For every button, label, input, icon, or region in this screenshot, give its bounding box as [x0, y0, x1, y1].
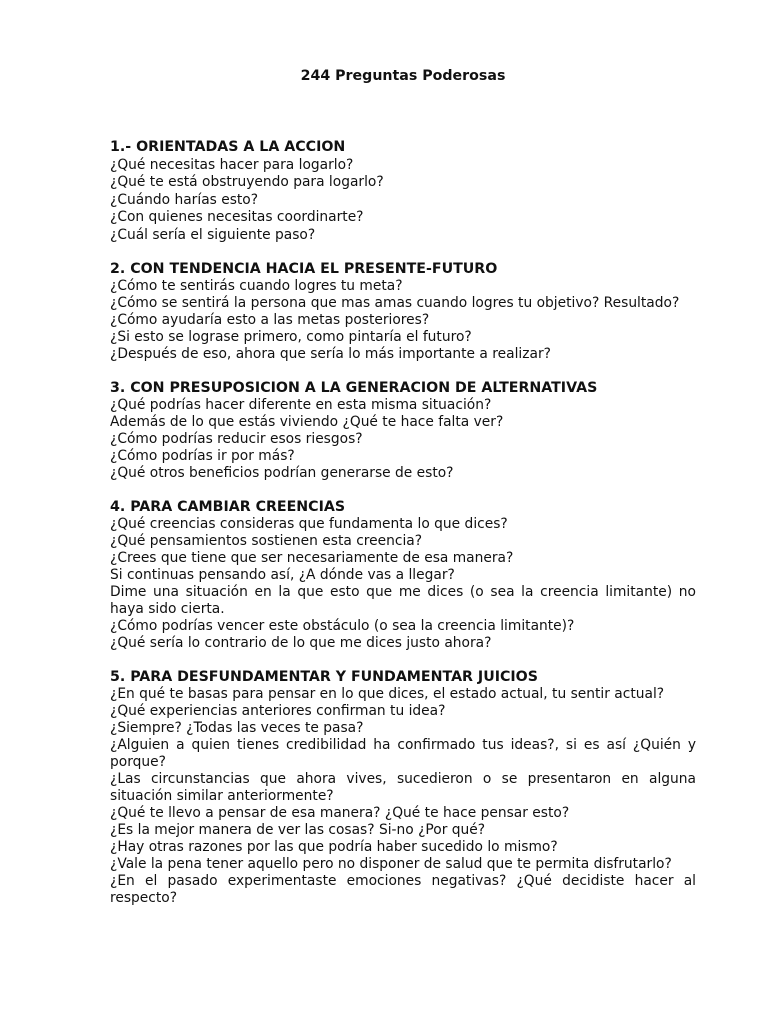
question: ¿En el pasado experimentaste emociones negativas? ¿Qué decidiste hacer al respecto? [110, 873, 696, 907]
question: ¿Qué te está obstruyendo para logarlo? [110, 174, 384, 191]
question: ¿Las circunstancias que ahora vives, sucedieron o se presentaron en alguna situación similar anteriormente? [110, 771, 696, 805]
question: ¿Cómo podrías ir por más? [110, 448, 295, 465]
question: ¿Si esto se lograse primero, como pintaría el futuro? [110, 329, 472, 346]
question: ¿Cómo podrías vencer este obstáculo (o sea la creencia limitante)? [110, 618, 575, 635]
section-presente-futuro [110, 260, 696, 363]
section-heading: 5. PARA DESFUNDAMENTAR Y FUNDAMENTAR JUICIOS [110, 669, 538, 686]
question: ¿Hay otras razones por las que podría haber sucedido lo mismo? [110, 839, 558, 856]
question: ¿Qué sería lo contrario de lo que me dices justo ahora? [110, 635, 492, 652]
question: ¿Qué necesitas hacer para logarlo? [110, 157, 354, 173]
question: ¿Qué te llevo a pensar de esa manera? ¿Qué te hace pensar esto? [110, 805, 570, 822]
document-page [110, 66, 696, 923]
question: ¿Cuál sería el siguiente paso? [110, 226, 316, 243]
question: ¿Siempre? ¿Todas las veces te pasa? [110, 720, 364, 737]
question: ¿Cómo ayudaría esto a las metas posteriores? [110, 312, 430, 329]
question: ¿Cómo te sentirás cuando logres tu meta? [110, 278, 403, 295]
question: ¿Cómo se sentirá la persona que mas amas cuando logres tu objetivo? Resultado? [110, 295, 680, 312]
section-heading: 1.- ORIENTADAS A LA ACCION [110, 139, 346, 155]
section-generacion-alternativas [110, 379, 696, 482]
question: Dime una situación en la que esto que me dices (o sea la creencia limitante) no haya sido cierta. [110, 584, 696, 618]
question: ¿Con quienes necesitas coordinarte? [110, 209, 364, 226]
question: ¿Vale la pena tener aquello pero no disponer de salud que te permita disfrutarlo? [110, 856, 672, 873]
section-heading: 4. PARA CAMBIAR CREENCIAS [110, 499, 346, 516]
question: ¿Cómo podrías reducir esos riesgos? [110, 431, 363, 448]
question: ¿Después de eso, ahora que sería lo más importante a realizar? [110, 346, 551, 363]
question: ¿Qué creencias consideras que fundamenta lo que dices? [110, 516, 508, 533]
question: ¿Qué pensamientos sostienen esta creencia? [110, 533, 423, 550]
document-title: 244 Preguntas Poderosas [300, 68, 506, 84]
section-cambiar-creencias [110, 498, 696, 652]
question: ¿Qué experiencias anteriores confirman tu idea? [110, 703, 446, 720]
question: ¿Qué podrías hacer diferente en esta misma situación? [110, 397, 492, 414]
question: Además de lo que estás viviendo ¿Qué te hace falta ver? [110, 414, 504, 431]
section-heading: 3. CON PRESUPOSICION A LA GENERACION DE ALTERNATIVAS [110, 380, 598, 397]
question: ¿En qué te basas para pensar en lo que dices, el estado actual, tu sentir actual? [110, 686, 665, 703]
section-heading: 2. CON TENDENCIA HACIA EL PRESENTE-FUTURO [110, 261, 498, 278]
section-orientadas-accion [110, 138, 696, 244]
question: ¿Qué otros beneficios podrían generarse de esto? [110, 465, 454, 482]
question: ¿Crees que tiene que ser necesariamente de esa manera? [110, 550, 514, 567]
section-fundamentar-juicios [110, 668, 696, 907]
question: ¿Alguien a quien tienes credibilidad ha confirmado tus ideas?, si es así ¿Quién y porque? [110, 737, 696, 771]
question: Si continuas pensando así, ¿A dónde vas a llegar? [110, 567, 455, 584]
question: ¿Cuándo harías esto? [110, 191, 259, 208]
question: ¿Es la mejor manera de ver las cosas? Si-no ¿Por qué? [110, 822, 486, 839]
